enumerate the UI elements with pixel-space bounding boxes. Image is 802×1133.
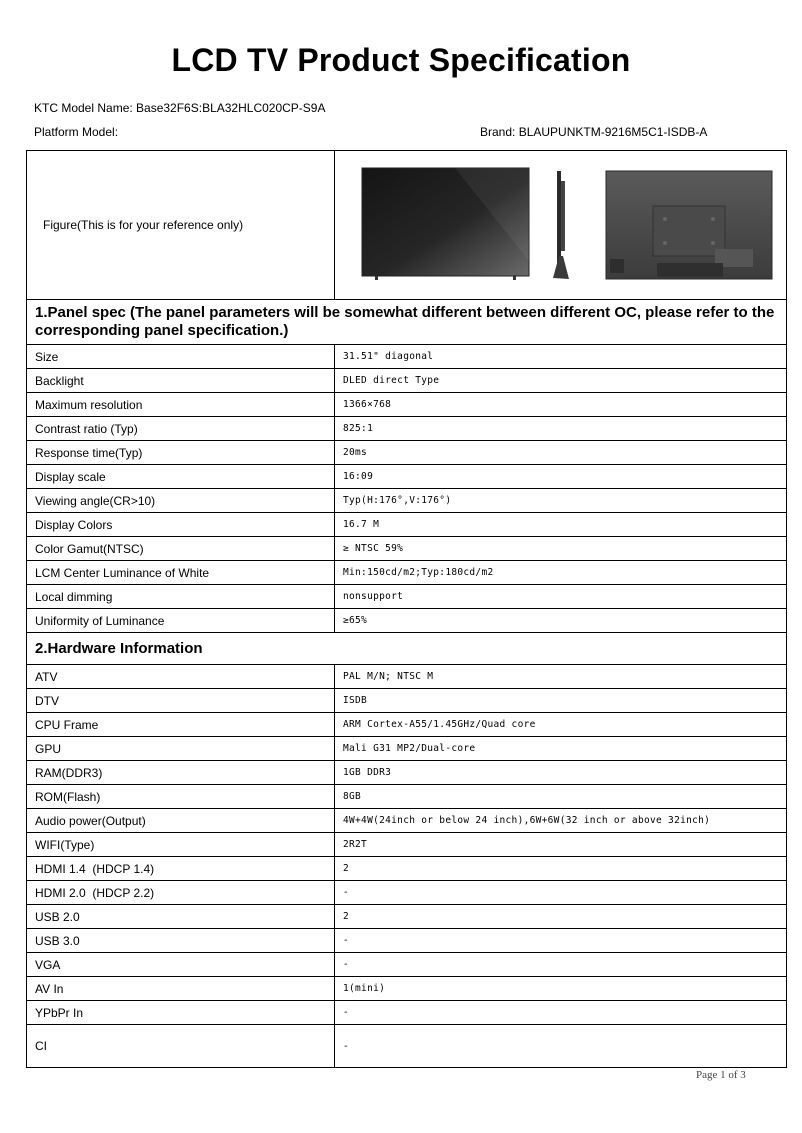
- param-label: Response time(Typ): [27, 441, 335, 465]
- param-value: 1366×768: [335, 393, 787, 417]
- page-number: Page 1 of 3: [696, 1069, 746, 1081]
- spec-table: [26, 150, 787, 1068]
- param-label: CPU Frame: [27, 713, 335, 737]
- table-row: [27, 537, 787, 561]
- param-value: 825:1: [335, 417, 787, 441]
- platform-model-line: Platform Model:: [34, 125, 119, 139]
- param-label: Display scale: [27, 465, 335, 489]
- param-label: LCM Center Luminance of White: [27, 561, 335, 585]
- figure-cell: [335, 151, 787, 300]
- param-value: 8GB: [335, 785, 787, 809]
- table-row: [27, 809, 787, 833]
- table-row: [27, 585, 787, 609]
- param-value: ≥ NTSC 59%: [335, 537, 787, 561]
- param-value: ISDB: [335, 689, 787, 713]
- param-value: -: [335, 953, 787, 977]
- param-value: 4W+4W(24inch or below 24 inch),6W+6W(32 inch or above 32inch): [335, 809, 787, 833]
- table-row: [27, 609, 787, 633]
- hardware-section-header: [27, 633, 787, 665]
- param-value: -: [335, 1001, 787, 1025]
- param-label: RAM(DDR3): [27, 761, 335, 785]
- param-label: USB 2.0: [27, 905, 335, 929]
- table-row: [27, 561, 787, 585]
- param-label: Maximum resolution: [27, 393, 335, 417]
- param-label: Color Gamut(NTSC): [27, 537, 335, 561]
- param-value: 1GB DDR3: [335, 761, 787, 785]
- tv-front-view: [362, 168, 529, 280]
- param-label: Display Colors: [27, 513, 335, 537]
- param-label: VGA: [27, 953, 335, 977]
- table-row: [27, 489, 787, 513]
- param-value: 2R2T: [335, 833, 787, 857]
- param-label: USB 3.0: [27, 929, 335, 953]
- param-label: Viewing angle(CR>10): [27, 489, 335, 513]
- table-row: [27, 785, 787, 809]
- param-label: DTV: [27, 689, 335, 713]
- param-label: CI: [27, 1025, 335, 1068]
- table-row: [27, 713, 787, 737]
- param-value: -: [335, 929, 787, 953]
- param-value: 31.51" diagonal: [335, 345, 787, 369]
- table-row: [27, 857, 787, 881]
- tv-side-view: [553, 171, 569, 279]
- param-value: ARM Cortex-A55/1.45GHz/Quad core: [335, 713, 787, 737]
- param-value: Min:150cd/m2;Typ:180cd/m2: [335, 561, 787, 585]
- table-row: [27, 417, 787, 441]
- table-row: [27, 441, 787, 465]
- section-heading: 2.Hardware Information: [27, 633, 787, 665]
- table-row: [27, 1025, 787, 1068]
- param-value: 20ms: [335, 441, 787, 465]
- param-value: -: [335, 881, 787, 905]
- param-value: -: [335, 1025, 787, 1068]
- table-row: [27, 689, 787, 713]
- param-label: AV In: [27, 977, 335, 1001]
- table-row: [27, 369, 787, 393]
- document-title: LCD TV Product Specification: [171, 42, 631, 78]
- figure-label: [27, 151, 335, 300]
- brand-line: Brand: BLAUPUNKTM-9216M5C1-ISDB-A: [480, 125, 708, 139]
- param-value: 2: [335, 905, 787, 929]
- param-label: ATV: [27, 665, 335, 689]
- table-row: [27, 833, 787, 857]
- param-value: 2: [335, 857, 787, 881]
- param-label: GPU: [27, 737, 335, 761]
- table-row: [27, 737, 787, 761]
- param-label: Size: [27, 345, 335, 369]
- table-row: [27, 1001, 787, 1025]
- param-label: Local dimming: [27, 585, 335, 609]
- param-value: DLED direct Type: [335, 369, 787, 393]
- table-row: [27, 977, 787, 1001]
- param-value: PAL M/N; NTSC M: [335, 665, 787, 689]
- table-row: [27, 929, 787, 953]
- param-label: Contrast ratio (Typ): [27, 417, 335, 441]
- param-label: HDMI 2.0 (HDCP 2.2): [27, 881, 335, 905]
- table-row: [27, 881, 787, 905]
- table-row: [27, 953, 787, 977]
- param-value: nonsupport: [335, 585, 787, 609]
- table-row: [27, 393, 787, 417]
- tv-product-image: [335, 151, 787, 294]
- param-value: 1(mini): [335, 977, 787, 1001]
- panel-spec-section-header: [27, 300, 787, 345]
- param-label: HDMI 1.4 (HDCP 1.4): [27, 857, 335, 881]
- table-row: [27, 665, 787, 689]
- param-value: 16:09: [335, 465, 787, 489]
- param-label: Backlight: [27, 369, 335, 393]
- table-row: [27, 761, 787, 785]
- param-label: YPbPr In: [27, 1001, 335, 1025]
- tv-back-view: [606, 171, 772, 279]
- param-label: WIFI(Type): [27, 833, 335, 857]
- table-row: [27, 465, 787, 489]
- param-label: ROM(Flash): [27, 785, 335, 809]
- table-row: [27, 345, 787, 369]
- param-value: 16.7 M: [335, 513, 787, 537]
- table-row: [27, 905, 787, 929]
- param-value: ≥65%: [335, 609, 787, 633]
- table-row: [27, 513, 787, 537]
- param-value: Typ(H:176°,V:176°): [335, 489, 787, 513]
- param-value: Mali G31 MP2/Dual-core: [335, 737, 787, 761]
- figure-row: [27, 151, 787, 300]
- section-heading: 1.Panel spec (The panel parameters will be somewhat different between different OC, please refer to the corresponding panel specification.): [27, 300, 787, 345]
- param-label: Audio power(Output): [27, 809, 335, 833]
- param-label: Uniformity of Luminance: [27, 609, 335, 633]
- model-name-line: KTC Model Name: Base32F6S:BLA32HLC020CP-S9A: [34, 101, 326, 115]
- figure-label-text: Figure(This is for your reference only): [43, 218, 244, 232]
